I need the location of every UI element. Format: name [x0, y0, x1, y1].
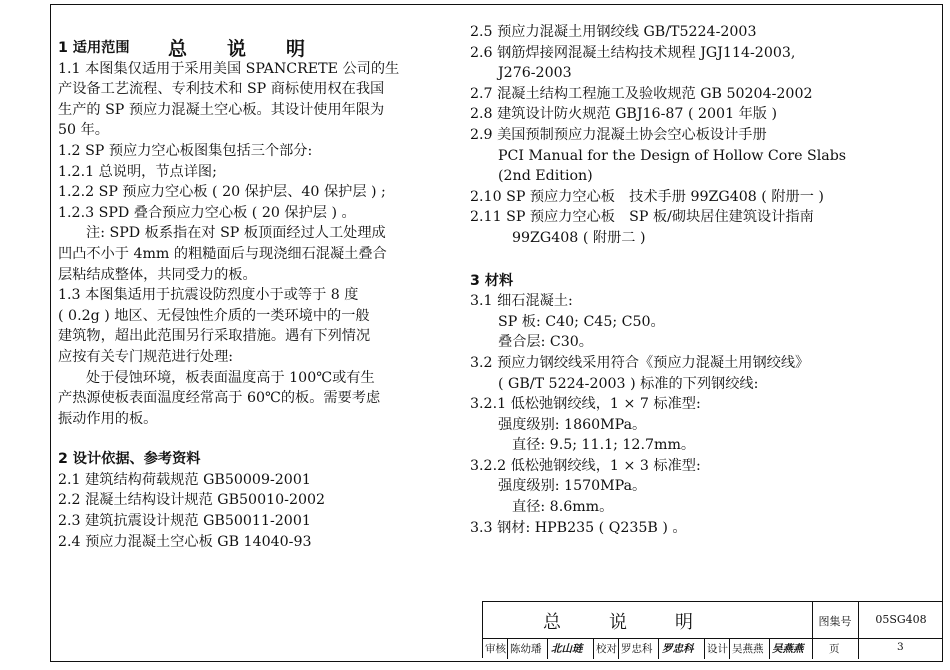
text-line: 注: SPD 板系指在对 SP 板顶面经过人工处理成	[86, 225, 386, 242]
text-line: 生产的 SP 预应力混凝土空心板。其设计使用年限为	[58, 101, 385, 118]
text-line: 处于侵蚀环境，板表面温度高于 100℃或有生	[86, 369, 375, 386]
text-line: 凹凸不小于 4mm 的粗糙面后与现浇细石混凝土叠合	[58, 245, 387, 262]
right-column	[470, 22, 890, 538]
text-line: SP 板: C40; C45; C50。	[498, 313, 665, 330]
title-block-top-row	[483, 602, 943, 639]
text-line: 2.1 建筑结构荷载规范 GB50009-2001	[58, 471, 311, 488]
text-line: 3.2.1 低松弛钢绞线，1 × 7 标准型:	[470, 396, 701, 413]
text-line: PCI Manual for the Design of Hollow Core Slabs	[498, 147, 847, 164]
text-line: 3.2.2 低松弛钢绞线，1 × 3 标准型:	[470, 457, 701, 474]
text-line: 强度级别: 1570MPa。	[498, 478, 647, 495]
text-line	[470, 249, 890, 271]
text-line: (2nd Edition)	[498, 168, 593, 185]
title-block-bottom-row	[483, 638, 943, 659]
review-label: 审核	[485, 643, 506, 655]
text-line: 50 年。	[58, 122, 109, 139]
title-block	[482, 601, 943, 658]
text-line: 3.1 细石混凝土:	[470, 293, 573, 310]
check-label: 校对	[596, 643, 617, 655]
text-line: 1.2.1 总说明，节点详图;	[58, 163, 217, 180]
text-line: 直径: 8.6mm。	[512, 499, 614, 516]
text-line: 1.2.3 SPD 叠合预应力空心板 ( 20 保护层 ) 。	[58, 204, 356, 221]
atlas-number-label: 图集号	[818, 615, 852, 628]
atlas-number: 05SG408	[875, 613, 927, 626]
text-line: 2.9 美国预制预应力混凝土协会空心板设计手册	[470, 126, 767, 143]
text-line: 1.1 本图集仅适用于采用美国 SPANCRETE 公司的生	[58, 60, 400, 77]
text-line: 建筑物，超出此范围另行采取措施。遇有下列情况	[58, 328, 371, 345]
section-heading: 1 适用范围	[58, 40, 130, 56]
page-label: 页	[829, 643, 840, 655]
text-line: 叠合层: C30。	[498, 334, 593, 351]
text-line: 2.7 混凝土结构工程施工及验收规范 GB 50204-2002	[470, 85, 813, 102]
reviewer-signature: 北山琏	[551, 643, 583, 655]
designer-name: 吴燕燕	[732, 643, 764, 655]
section-heading: 2 设计依据、参考资料	[58, 451, 201, 468]
title-block-title: 总说明	[543, 612, 741, 633]
text-line: 2.10 SP 预应力空心板 技术手册 99ZG408 ( 附册一 )	[470, 188, 824, 205]
page-number: 3	[897, 641, 904, 653]
text-line	[58, 429, 440, 449]
text-line: 1.3 本图集适用于抗震设防烈度小于或等于 8 度	[58, 287, 359, 304]
page-title: 总说明	[168, 38, 346, 60]
text-line: 产热源使板表面温度经常高于 60℃的板。需要考虑	[58, 390, 381, 407]
text-line: 层粘结成整体，共同受力的板。	[58, 266, 257, 283]
text-line: 2.8 建筑设计防火规范 GBJ16-87 ( 2001 年版 )	[470, 106, 778, 123]
text-line: 直径: 9.5; 11.1; 12.7mm。	[512, 437, 696, 454]
text-line: 振动作用的板。	[58, 410, 158, 427]
text-line: 强度级别: 1860MPa。	[498, 416, 647, 433]
section-heading: 3 材料	[470, 272, 514, 289]
text-line: 应按有关专门规范进行处理:	[58, 348, 234, 365]
text-line: ( 0.2g ) 地区、无侵蚀性介质的一类环境中的一般	[58, 307, 370, 324]
text-line: J276-2003	[498, 65, 572, 82]
reviewer-name: 陈幼璠	[510, 643, 542, 655]
text-line: 2.11 SP 预应力空心板 SP 板/砌块居住建筑设计指南	[470, 209, 814, 226]
text-line: 3.3 钢材: HPB235 ( Q235B ) 。	[470, 519, 687, 536]
text-line: 2.5 预应力混凝土用钢绞线 GB/T5224-2003	[470, 24, 757, 40]
text-line: 1.2.2 SP 预应力空心板 ( 20 保护层、40 保护层 ) ;	[58, 184, 386, 201]
design-label: 设计	[707, 643, 728, 655]
text-line: 2.6 钢筋焊接网混凝土结构技术规程 JGJ114-2003,	[470, 44, 796, 61]
text-line: ( GB/T 5224-2003 ) 标准的下列钢绞线:	[498, 375, 759, 392]
text-line: 99ZG408 ( 附册二 )	[512, 229, 646, 246]
designer-signature: 吴燕燕	[772, 643, 804, 655]
text-line: 2.2 混凝土结构设计规范 GB50010-2002	[58, 492, 326, 509]
text-line: 产设备工艺流程、专利技术和 SP 商标使用权在我国	[58, 81, 385, 98]
checker-name: 罗忠科	[621, 643, 653, 655]
text-line: 2.4 预应力混凝土空心板 GB 14040-93	[58, 533, 312, 550]
text-line: 3.2 预应力钢绞线采用符合《预应力混凝土用钢绞线》	[470, 354, 810, 371]
text-line: 1.2 SP 预应力空心板图集包括三个部分:	[58, 142, 313, 159]
text-line: 2.3 建筑抗震设计规范 GB50011-2001	[58, 513, 311, 530]
checker-signature: 罗忠科	[662, 643, 694, 655]
left-column	[58, 38, 440, 552]
